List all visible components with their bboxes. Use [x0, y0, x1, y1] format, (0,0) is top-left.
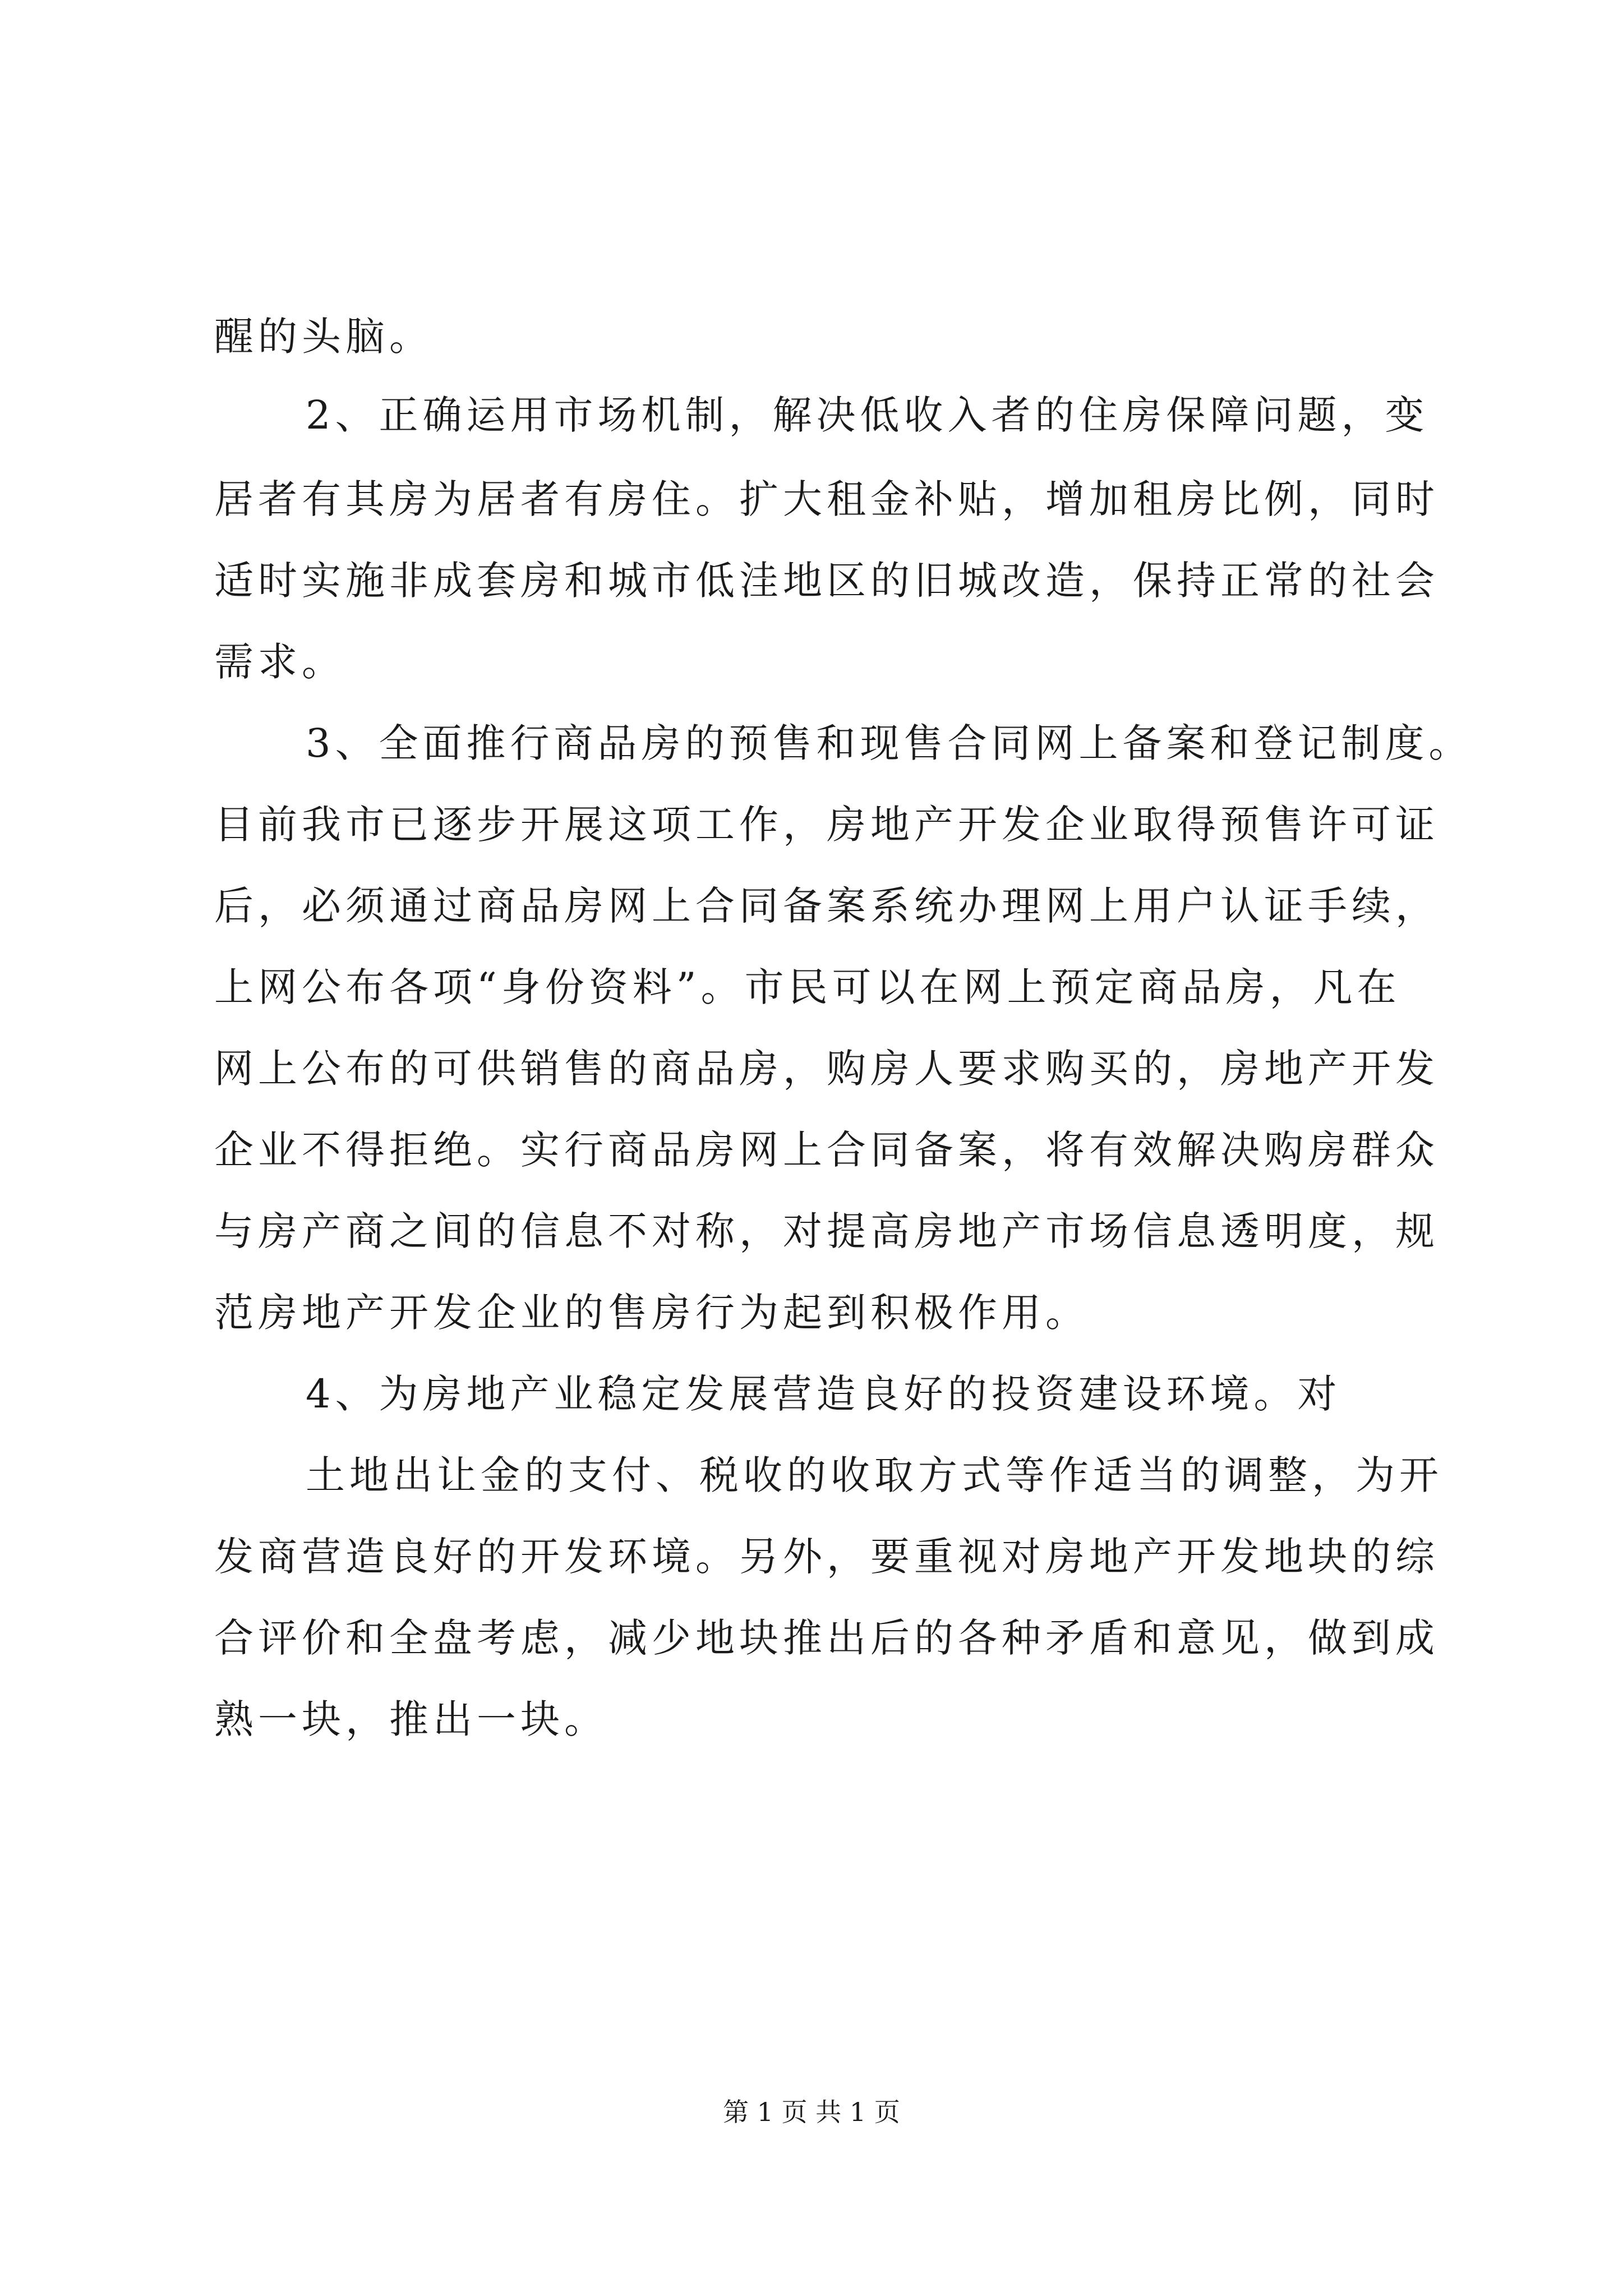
paragraph-line: 2、正确运用市场机制，解决低收入者的住房保障问题，变	[306, 392, 1429, 438]
paragraph-line: 后，必须通过商品房网上合同备案系统办理网上用户认证手续，	[214, 883, 1439, 929]
paragraph-line: 发商营造良好的开发环境。另外，要重视对房地产开发地块的综	[214, 1534, 1439, 1580]
paragraph-line: 适时实施非成套房和城市低洼地区的旧城改造，保持正常的社会	[214, 558, 1439, 604]
paragraph-line: 3、全面推行商品房的预售和现售合同网上备案和登记制度。	[306, 720, 1473, 766]
paragraph-line: 网上公布的可供销售的商品房，购房人要求购买的，房地产开发	[214, 1046, 1439, 1092]
paragraph-line: 范房地产开发企业的售房行为起到积极作用。	[214, 1290, 1089, 1336]
paragraph-line: 上网公布各项“身份资料”。市民可以在网上预定商品房，凡在	[214, 964, 1401, 1010]
paragraph-line: 土地出让金的支付、税收的收取方式等作适当的调整，为开	[306, 1452, 1443, 1498]
paragraph-line: 居者有其房为居者有房住。扩大租金补贴，增加租房比例，同时	[214, 476, 1439, 522]
paragraph-line: 熟一块，推出一块。	[214, 1696, 608, 1742]
paragraph-line: 企业不得拒绝。实行商品房网上合同备案，将有效解决购房群众	[214, 1127, 1439, 1173]
paragraph-line: 与房产商之间的信息不对称，对提高房地产市场信息透明度，规	[214, 1208, 1439, 1254]
page-number-footer: 第 1 页 共 1 页	[723, 2097, 900, 2127]
paragraph-line: 需求。	[214, 639, 345, 685]
paragraph-line: 合评价和全盘考虑，减少地块推出后的各种矛盾和意见，做到成	[214, 1615, 1439, 1661]
paragraph-line: 4、为房地产业稳定发展营造良好的投资建设环境。对	[306, 1371, 1341, 1417]
paragraph-line: 目前我市已逐步开展这项工作，房地产开发企业取得预售许可证	[214, 802, 1439, 848]
paragraph-line: 醒的头脑。	[214, 314, 433, 360]
